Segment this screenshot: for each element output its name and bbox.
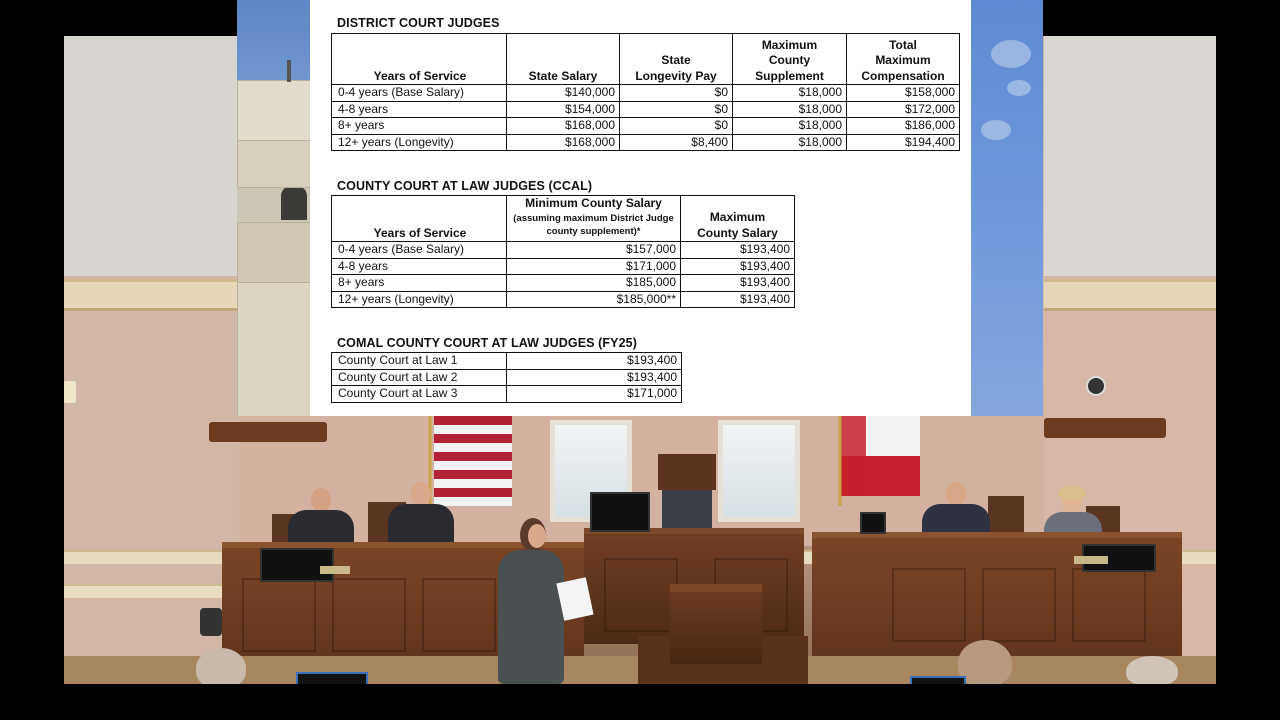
ccal-header-min-salary: Minimum County Salary (assuming maximum District Judge county supplement)* — [507, 196, 681, 242]
table-cell: $8,400 — [620, 134, 733, 151]
district-header-years: Years of Service — [332, 34, 507, 85]
monitor-4 — [860, 512, 886, 534]
table-cell: $193,400 — [681, 291, 795, 308]
ccal-header-years: Years of Service — [332, 196, 507, 242]
upper-wall-right — [1044, 36, 1216, 276]
table-row — [332, 353, 682, 370]
district-header-row — [332, 34, 960, 85]
table-cell: $18,000 — [733, 85, 847, 102]
table-row — [332, 242, 795, 259]
table-cell: 4-8 years — [332, 258, 507, 275]
table-cell: $158,000 — [847, 85, 960, 102]
sky-photo — [971, 0, 1043, 416]
monitor-center — [590, 492, 650, 532]
table-cell: 12+ years (Longevity) — [332, 291, 507, 308]
security-camera — [1086, 376, 1106, 396]
wall-light — [64, 381, 76, 403]
cornice-left — [64, 279, 239, 311]
laptop-screen — [296, 672, 368, 684]
cornice-right — [1044, 279, 1216, 311]
table-row — [332, 291, 795, 308]
texas-flag-icon — [834, 416, 930, 506]
table-cell: $0 — [620, 101, 733, 118]
table-cell: $193,400 — [681, 242, 795, 259]
table-cell: $0 — [620, 85, 733, 102]
table-cell: 12+ years (Longevity) — [332, 134, 507, 151]
table-cell: $168,000 — [507, 118, 620, 135]
table-row — [332, 275, 795, 292]
audience-head-3 — [1126, 656, 1178, 684]
table-cell: $154,000 — [507, 101, 620, 118]
wall-plaque-left — [209, 422, 327, 442]
nameplate-5 — [1074, 556, 1108, 564]
judge-chair — [658, 454, 716, 490]
district-header-supplement: Maximum County Supplement — [733, 34, 847, 85]
table-cell: $18,000 — [733, 101, 847, 118]
table-cell: $194,400 — [847, 134, 960, 151]
table-cell: $171,000 — [507, 258, 681, 275]
speaker — [484, 518, 574, 684]
ccal-header-row — [332, 196, 795, 242]
table-row — [332, 118, 960, 135]
ccal-header-note: (assuming maximum District Judge county supplement)* — [513, 212, 674, 237]
table-cell: $18,000 — [733, 134, 847, 151]
table-cell: 0-4 years (Base Salary) — [332, 242, 507, 259]
table-cell: 8+ years — [332, 118, 507, 135]
table-row — [332, 258, 795, 275]
wainscot-band-lower — [64, 584, 224, 598]
podium — [670, 584, 762, 664]
table-cell: $171,000 — [507, 386, 682, 403]
table-cell: $193,400 — [507, 369, 682, 386]
district-header-total: Total Maximum Compensation — [847, 34, 960, 85]
table-row — [332, 134, 960, 151]
table-row — [332, 85, 960, 102]
table-cell: 4-8 years — [332, 101, 507, 118]
table-cell: $193,400 — [507, 353, 682, 370]
table-cell: 8+ years — [332, 275, 507, 292]
table-cell: $140,000 — [507, 85, 620, 102]
table-cell: $193,400 — [681, 258, 795, 275]
table-cell: 0-4 years (Base Salary) — [332, 85, 507, 102]
ccal-title: COUNTY COURT AT LAW JUDGES (CCAL) — [337, 179, 593, 193]
district-title: DISTRICT COURT JUDGES — [337, 16, 500, 30]
table-row — [332, 369, 682, 386]
audience-head-2 — [958, 640, 1012, 684]
ccal-table — [331, 195, 795, 308]
wall-plaque-right — [1044, 418, 1166, 438]
room-camera — [200, 608, 222, 636]
table-cell: $185,000 — [507, 275, 681, 292]
monitor-1 — [260, 548, 334, 582]
table-cell: $185,000** — [507, 291, 681, 308]
table-cell: $193,400 — [681, 275, 795, 292]
courthouse-photo — [237, 0, 310, 416]
table-cell: County Court at Law 2 — [332, 369, 507, 386]
laptop-screen-2 — [910, 676, 966, 684]
district-header-longevity: State Longevity Pay — [620, 34, 733, 85]
table-cell: County Court at Law 1 — [332, 353, 507, 370]
district-header-state-salary: State Salary — [507, 34, 620, 85]
table-row — [332, 101, 960, 118]
table-cell: $172,000 — [847, 101, 960, 118]
table-cell: $18,000 — [733, 118, 847, 135]
upper-wall-left — [64, 36, 239, 276]
salary-slide — [310, 0, 971, 416]
table-row — [332, 386, 682, 403]
ccal-header-max-salary: Maximum County Salary — [681, 196, 795, 242]
comal-table — [331, 352, 682, 403]
nameplate-1 — [320, 566, 350, 574]
comal-title: COMAL COUNTY COURT AT LAW JUDGES (FY25) — [337, 336, 637, 350]
window-right — [718, 420, 800, 522]
district-court-table — [331, 33, 960, 151]
table-cell: $168,000 — [507, 134, 620, 151]
table-cell: County Court at Law 3 — [332, 386, 507, 403]
audience-head-1 — [196, 648, 246, 684]
table-cell: $186,000 — [847, 118, 960, 135]
table-cell: $0 — [620, 118, 733, 135]
table-cell: $157,000 — [507, 242, 681, 259]
